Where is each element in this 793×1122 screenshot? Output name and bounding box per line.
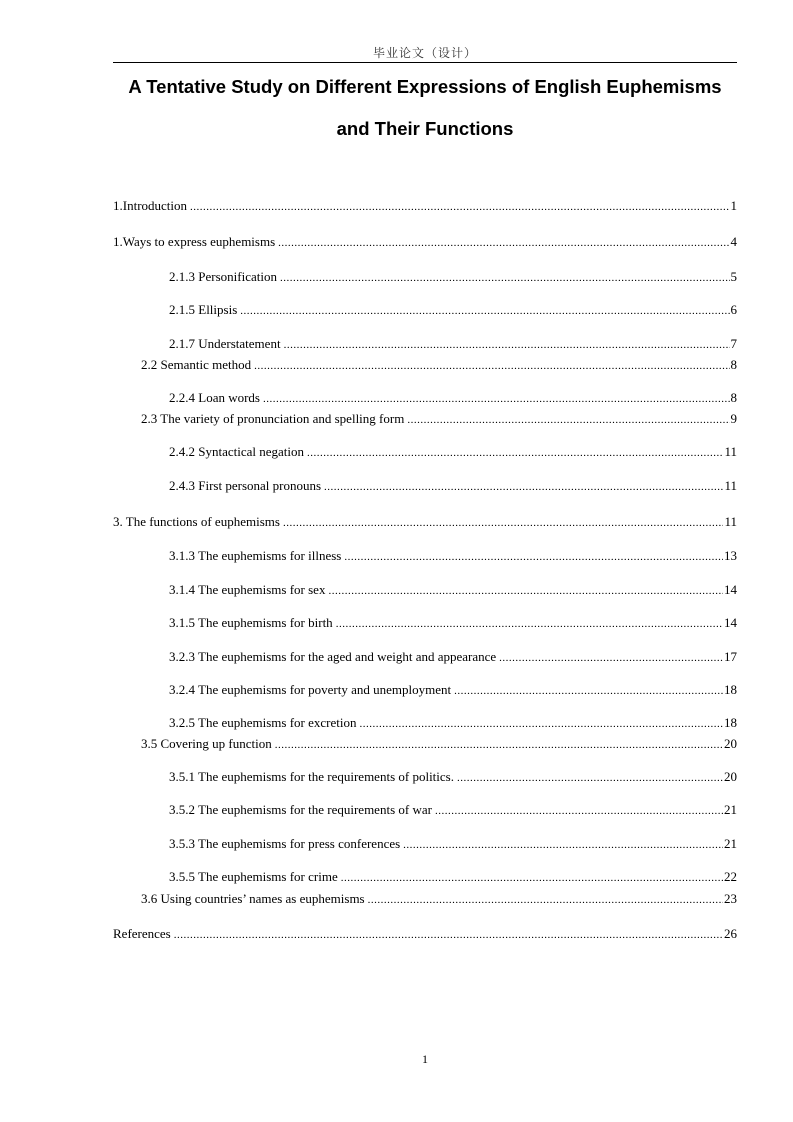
toc-entry-page: 8 — [730, 357, 737, 372]
document-title-line-1: A Tentative Study on Different Expressions of English Euphemisms — [128, 76, 722, 97]
toc-entry[interactable] — [113, 234, 737, 250]
toc-entry[interactable] — [169, 682, 737, 698]
toc-entry[interactable] — [169, 869, 737, 885]
toc-entry-label: 3.1.5 The euphemisms for birth — [169, 615, 333, 630]
toc-leader — [283, 515, 724, 531]
toc-entry-label: 3.6 Using countries’ names as euphemisms — [141, 891, 365, 906]
toc-leader — [457, 770, 723, 786]
toc-entry-label: 2.3 The variety of pronunciation and spelling form — [141, 411, 405, 426]
toc-entry-page: 4 — [730, 234, 737, 249]
toc-entry[interactable] — [141, 891, 737, 907]
toc-leader — [280, 270, 730, 286]
toc-entry-page: 23 — [724, 891, 737, 906]
toc-entry[interactable] — [113, 198, 737, 214]
toc-entry-label: 3.5.2 The euphemisms for the requirements of war — [169, 802, 432, 817]
toc-leader — [254, 358, 729, 374]
toc-entry-page: 14 — [724, 615, 737, 630]
toc-entry-page: 18 — [724, 682, 737, 697]
toc-leader — [278, 235, 729, 251]
toc-leader — [403, 837, 723, 853]
toc-entry[interactable] — [169, 715, 737, 731]
toc-entry-label: 1.Introduction — [113, 198, 188, 213]
toc-leader — [190, 199, 729, 215]
toc-entry-page: 11 — [724, 478, 737, 493]
toc-entry-page: 7 — [730, 336, 737, 351]
toc-leader — [284, 337, 730, 353]
toc-entry[interactable] — [141, 736, 737, 752]
toc-leader — [344, 549, 723, 565]
toc-entry-page: 20 — [724, 736, 737, 751]
toc-entry[interactable] — [169, 336, 737, 352]
toc-leader — [174, 927, 723, 943]
toc-leader — [328, 583, 723, 599]
toc-entry[interactable] — [113, 514, 737, 530]
running-header: 毕业论文（设计） — [372, 46, 477, 60]
toc-entry[interactable] — [169, 478, 737, 494]
toc-entry[interactable] — [169, 548, 737, 564]
toc-entry[interactable] — [169, 582, 737, 598]
toc-entry-page: 13 — [724, 548, 737, 563]
toc-leader — [435, 803, 723, 819]
toc-leader — [263, 391, 730, 407]
toc-leader — [341, 870, 723, 886]
toc-entry-page: 9 — [730, 411, 737, 426]
toc-entry-label: 2.1.3 Personification — [169, 269, 277, 284]
toc-entry-page: 21 — [724, 802, 737, 817]
toc-entry-page: 17 — [724, 649, 737, 664]
toc-entry-label: 2.4.3 First personal pronouns — [169, 478, 322, 493]
toc-entry[interactable] — [169, 390, 737, 406]
toc-leader — [324, 479, 723, 495]
toc-entry-label: 3.5.5 The euphemisms for crime — [169, 869, 338, 884]
toc-entry-page: 1 — [730, 198, 737, 213]
toc-entry-page: 22 — [724, 869, 737, 884]
document-title-line-2: and Their Functions — [336, 118, 514, 139]
toc-leader — [240, 303, 729, 319]
toc-entry-label: 3.2.4 The euphemisms for poverty and unemployment — [169, 682, 452, 697]
header-rule — [113, 62, 737, 63]
toc-entry-label: 2.2.4 Loan words — [169, 390, 260, 405]
toc-entry-page: 8 — [730, 390, 737, 405]
toc-entry-page: 11 — [724, 514, 737, 529]
toc-entry-label: References — [113, 926, 171, 941]
toc-entry[interactable] — [169, 649, 737, 665]
toc-leader — [499, 650, 723, 666]
toc-entry[interactable] — [169, 269, 737, 285]
toc-entry[interactable] — [169, 444, 737, 460]
toc-leader — [368, 892, 723, 908]
toc-entry-label: 3.5 Covering up function — [141, 736, 272, 751]
toc-entry-label: 2.4.2 Syntactical negation — [169, 444, 305, 459]
page-number: 1 — [422, 1052, 428, 1066]
toc-entry-label: 3.1.4 The euphemisms for sex — [169, 582, 326, 597]
toc-entry-label: 2.2 Semantic method — [141, 357, 252, 372]
toc-entry-label: 2.1.7 Understatement — [169, 336, 281, 351]
toc-leader — [336, 616, 723, 632]
toc-entry[interactable] — [169, 836, 737, 852]
toc-entry[interactable] — [141, 357, 737, 373]
toc-leader — [454, 683, 723, 699]
toc-entry-page: 18 — [724, 715, 737, 730]
toc-entry-page: 14 — [724, 582, 737, 597]
toc-entry-page: 26 — [724, 926, 737, 941]
toc-leader — [360, 716, 724, 732]
toc-entry-label: 3.5.1 The euphemisms for the requirements of politics. — [169, 769, 454, 784]
toc-entry-label: 1.Ways to express euphemisms — [113, 234, 276, 249]
toc-entry-page: 20 — [724, 769, 737, 784]
toc-entry[interactable] — [169, 302, 737, 318]
toc-entry[interactable] — [113, 926, 737, 942]
toc-entry-label: 2.1.5 Ellipsis — [169, 302, 238, 317]
toc-entry-label: 3.1.3 The euphemisms for illness — [169, 548, 342, 563]
toc-leader — [307, 445, 723, 461]
toc-entry-page: 21 — [724, 836, 737, 851]
toc-leader — [275, 737, 723, 753]
toc-entry-page: 6 — [730, 302, 737, 317]
toc-entry[interactable] — [141, 411, 737, 427]
toc-entry[interactable] — [169, 615, 737, 631]
toc-entry-label: 3.2.3 The euphemisms for the aged and weight and appearance — [169, 649, 497, 664]
toc-entry-label: 3.2.5 The euphemisms for excretion — [169, 715, 357, 730]
toc-entry-page: 5 — [730, 269, 737, 284]
toc-entry-label: 3.5.3 The euphemisms for press conferences — [169, 836, 401, 851]
toc-entry-page: 11 — [724, 444, 737, 459]
toc-entry[interactable] — [169, 802, 737, 818]
toc-leader — [407, 412, 729, 428]
toc-entry-label: 3. The functions of euphemisms — [113, 514, 280, 529]
toc-entry[interactable] — [169, 769, 737, 785]
